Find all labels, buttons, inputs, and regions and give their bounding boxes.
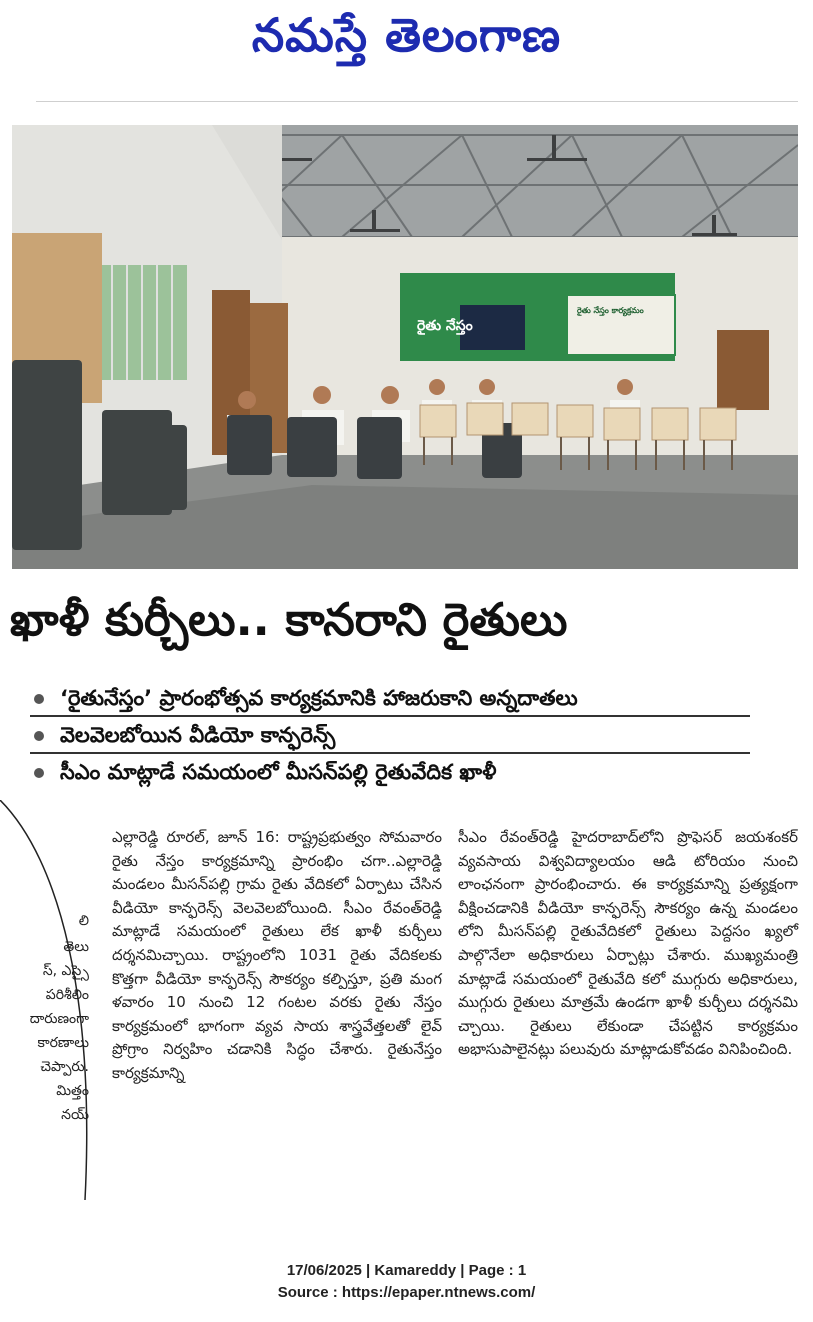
sub-headline-1: ‘రైతునేస్తం’ ప్రారంభోత్సవ కార్యక్రమానికి హాజరుకాని అన్నదాతలు xyxy=(30,682,750,717)
sub-headlines xyxy=(30,682,750,791)
adjacent-article-fragment xyxy=(0,800,95,1200)
fragment-line: లి xyxy=(78,913,89,929)
bullet-icon xyxy=(34,694,44,704)
rythu-vedika-hall-photo xyxy=(12,125,798,569)
news-photo xyxy=(12,125,798,569)
fragment-line: నయ్ xyxy=(61,1107,89,1123)
fragment-line: దారుణంగా xyxy=(29,1011,89,1027)
sub-headline-2: వెలవెలబోయిన వీడియో కాన్ఫరెన్స్ xyxy=(30,719,750,754)
fragment-line: కారణాలు xyxy=(37,1035,89,1051)
fragment-line: పరిశీలిం xyxy=(45,987,89,1003)
masthead xyxy=(0,0,813,80)
article-paragraph: ఎల్లారెడ్డి రూరల్, జూన్ 16: రాష్ట్రప్రభుత్వం సోమవారం రైతు నేస్తం కార్యక్రమాన్ని ప్రారంభిం చగా..ఎల్లారెడ్డి మండలం మీసన్‌పల్లి గ్రామ రైతు వేదికలో ఏర్పాటు చేసిన వీడియో కాన్ఫరెన్స్ వెలవెలబోయింది. సీఎం రేవంత్‌రెడ్డి మాట్లాడే సమయంలో రైతులు లేక ఖాళీ కుర్చీలు దర్శనమిచ్చాయి. రాష్ట్రంలోని 1031 రైతు వేదికలకు కొత్తగా వీడియో కాన్ఫరెన్స్ సౌకర్యం కల్పిస్తూ, ప్రతి మంగ ళవారం 10 నుంచి 12 గంటల వరకు రైతు నేస్తం కార్యక్రమంలో భాగంగా వ్యవ సాయ శాస్త్రవేత్తలతో లైవ్ ప్రోగ్రాం నిర్వహిం చడానికి సిద్ధం చేశారు. రైతునేస్తం కార్యక్రమాన్ని xyxy=(112,828,442,1082)
sub-headline-3: సీఎం మాట్లాడే సమయంలో మీసన్‌పల్లి రైతువేదిక ఖాళీ xyxy=(30,756,750,789)
footer-source: Source : https://epaper.ntnews.com/ xyxy=(277,1284,536,1301)
newspaper-title: నమస్తే తెలంగాణ xyxy=(251,8,562,62)
fragment-line: తెలు xyxy=(63,939,89,955)
article-paragraph: సీఎం రేవంత్‌రెడ్డి హైదరాబాద్‌లోని ప్రొఫెసర్ జయశంకర్ వ్యవసాయ విశ్వవిద్యాలయం ఆడి టోరియం నుంచి లాంఛనంగా ప్రారంభించారు. ఈ కార్యక్రమాన్ని ప్రత్యక్షంగా వీక్షించడానికి వీడియో కాన్ఫరెన్స్ సౌకర్యం ఉన్న మండలం లోని మీసన్‌పల్లి రైతువేదికలో రైతులు పెద్దసం ఖ్యలో పాల్గొనేలా అధికారులు ఏర్పాట్లు చేశారు. ముఖ్యమంత్రి మాట్లాడే సమయంలో రైతువేది కలో ముగ్గురు అధికారులు, ముగ్గురు రైతులు మాత్రమే ఉండగా ఖాళీ కుర్చీలు దర్శనమి చ్చాయి. రైతులు లేకుండా చేపట్టిన కార్యక్రమం అభాసుపాలైనట్లు పలువురు మాట్లాడుకోవడం వినిపించింది. xyxy=(458,828,798,1059)
footer-date-edition: 17/06/2025 | Kamareddy | Page : 1 xyxy=(286,1262,527,1279)
fragment-line: స్, ఎస్సై xyxy=(42,963,89,979)
article-column-2 xyxy=(458,826,798,1062)
masthead-divider xyxy=(36,101,798,102)
fragment-line: మిత్తం xyxy=(56,1083,89,1099)
banner-right-title: రైతు నేస్తం కార్యక్రమం xyxy=(577,306,644,315)
bullet-icon xyxy=(34,768,44,778)
fragment-line: చెప్పారు. xyxy=(40,1059,89,1075)
headline: ఖాళీ కుర్చీలు.. కానరాని రైతులు xyxy=(10,593,568,646)
article-column-1 xyxy=(112,826,442,1086)
banner-left-text: రైతు నేస్తం xyxy=(417,318,473,334)
bullet-icon xyxy=(34,731,44,741)
